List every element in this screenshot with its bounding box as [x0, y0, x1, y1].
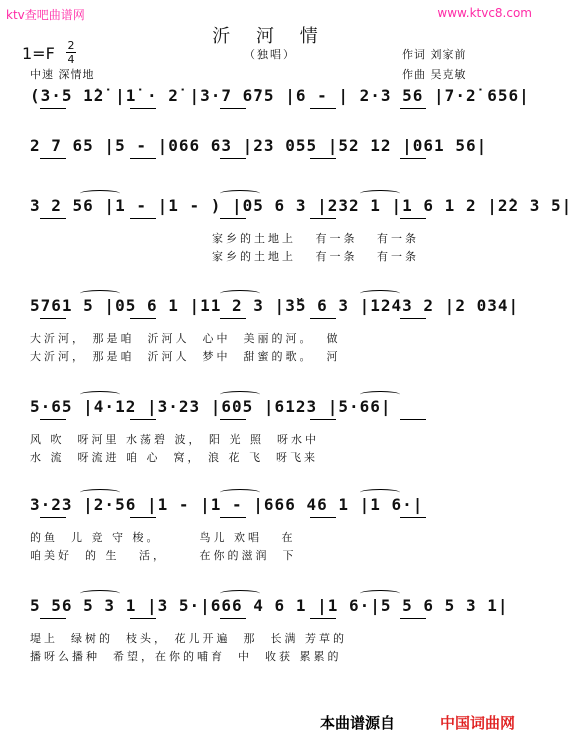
beam-line — [400, 618, 426, 619]
beam-line — [130, 108, 156, 109]
lyric-line: 大沂河， 那是咱 沂河人 梦中 甜蜜的歌。 河 — [30, 350, 341, 363]
beam-line — [220, 618, 246, 619]
song-subtitle: （独唱） — [244, 48, 296, 61]
beam-line — [220, 218, 246, 219]
slur — [220, 489, 260, 496]
beam-line — [400, 158, 426, 159]
song-title: 沂 河 情 — [212, 26, 328, 47]
slur — [220, 290, 260, 297]
lyric-line: 的鱼 儿 竞 守 梭。 鸟儿 欢唱 在 — [30, 531, 296, 544]
beam-line — [130, 318, 156, 319]
slur — [360, 590, 400, 597]
slur — [80, 590, 120, 597]
beam-line — [130, 618, 156, 619]
beam-line — [220, 318, 246, 319]
score-row: 3 2 56 |1 - |1 - ) |05 6 3 |232 1 |1 6 1 2 |2̇2 3 5| — [30, 196, 572, 215]
beam-line — [130, 158, 156, 159]
beam-line — [310, 618, 336, 619]
score-row: 5 56 5 3 1 |3 5·|666 4 6 1 |1 6·|5 5 6 5 3 1| — [30, 596, 509, 615]
slur — [360, 290, 400, 297]
slur — [220, 590, 260, 597]
time-signature-bottom: 4 — [67, 53, 75, 66]
score-row: 5·65 |4·12 |3·23 |605 |6123 |5·66| — [30, 397, 392, 416]
slur — [80, 391, 120, 398]
beam-line — [310, 419, 336, 420]
beam-line — [220, 419, 246, 420]
time-signature-top: 2 — [67, 39, 75, 52]
beam-line — [40, 218, 66, 219]
score-row: 5761 5 |05 6 1 |11 2 3 |3̌5 6 3 |1243 2 |2 034| — [30, 296, 520, 315]
slur — [80, 489, 120, 496]
beam-line — [220, 517, 246, 518]
score-row: 2 7 65 |5 - |066 63 |23 055 |52 12 |061 56| — [30, 136, 488, 155]
footer-source: 本曲谱源自 — [320, 714, 396, 732]
tempo-marking: 中速 深情地 — [30, 68, 95, 81]
lyric-line: 咱美好 的 生 活， 在你的滋润 下 — [30, 549, 297, 562]
lyric-line: 堤上 绿树的 枝头， 花儿开遍 那 长满 芳草的 — [30, 632, 347, 645]
beam-line — [400, 419, 426, 420]
slur — [360, 489, 400, 496]
lyric-line: 家乡的土地上 有一条 有一条 — [212, 250, 419, 263]
beam-line — [310, 108, 336, 109]
beam-line — [40, 108, 66, 109]
key-signature: 1=F — [22, 44, 55, 63]
lyric-line: 大沂河， 那是咱 沂河人 心中 美丽的河。 做 — [30, 332, 341, 345]
footer-site: 中国词曲网 — [440, 714, 516, 732]
lyric-line: 风 吹 呀河里 水荡碧 波， 阳 光 照 呀水中 — [30, 433, 319, 446]
beam-line — [310, 318, 336, 319]
watermark-right: www.ktvc8.com — [437, 6, 532, 20]
beam-line — [130, 419, 156, 420]
beam-line — [40, 318, 66, 319]
score-row: (3·5 1̇2̇ |1̇ · 2̇ |3·7 6̄75 |6 - | 2·3 56 |7·2̇ 656| — [30, 86, 530, 105]
beam-line — [40, 158, 66, 159]
slur — [360, 391, 400, 398]
lyric-line: 水 流 呀流进 咱 心 窝， 浪 花 飞 呀飞来 — [30, 451, 318, 464]
beam-line — [40, 419, 66, 420]
beam-line — [40, 517, 66, 518]
lyric-line: 家乡的土地上 有一条 有一条 — [212, 232, 419, 245]
beam-line — [130, 218, 156, 219]
slur — [360, 190, 400, 197]
beam-line — [400, 318, 426, 319]
beam-line — [400, 108, 426, 109]
beam-line — [310, 517, 336, 518]
slur — [80, 190, 120, 197]
composer-credit: 作曲 吴克敏 — [402, 68, 467, 81]
beam-line — [220, 158, 246, 159]
slur — [220, 391, 260, 398]
slur — [220, 190, 260, 197]
beam-line — [130, 517, 156, 518]
score-row: 3·23 |2·56 |1 - |1 - |666 46 1 |1 6·| — [30, 495, 424, 514]
watermark-left: ktv查吧曲谱网 — [6, 8, 85, 22]
beam-line — [310, 158, 336, 159]
beam-line — [400, 517, 426, 518]
lyricist-credit: 作词 刘家前 — [402, 48, 467, 61]
time-signature — [66, 40, 76, 65]
slur — [80, 290, 120, 297]
beam-line — [40, 618, 66, 619]
lyric-line: 播呀么播种 希望，在你的哺育 中 收获 累累的 — [30, 650, 342, 663]
beam-line — [310, 218, 336, 219]
beam-line — [400, 218, 426, 219]
beam-line — [220, 108, 246, 109]
